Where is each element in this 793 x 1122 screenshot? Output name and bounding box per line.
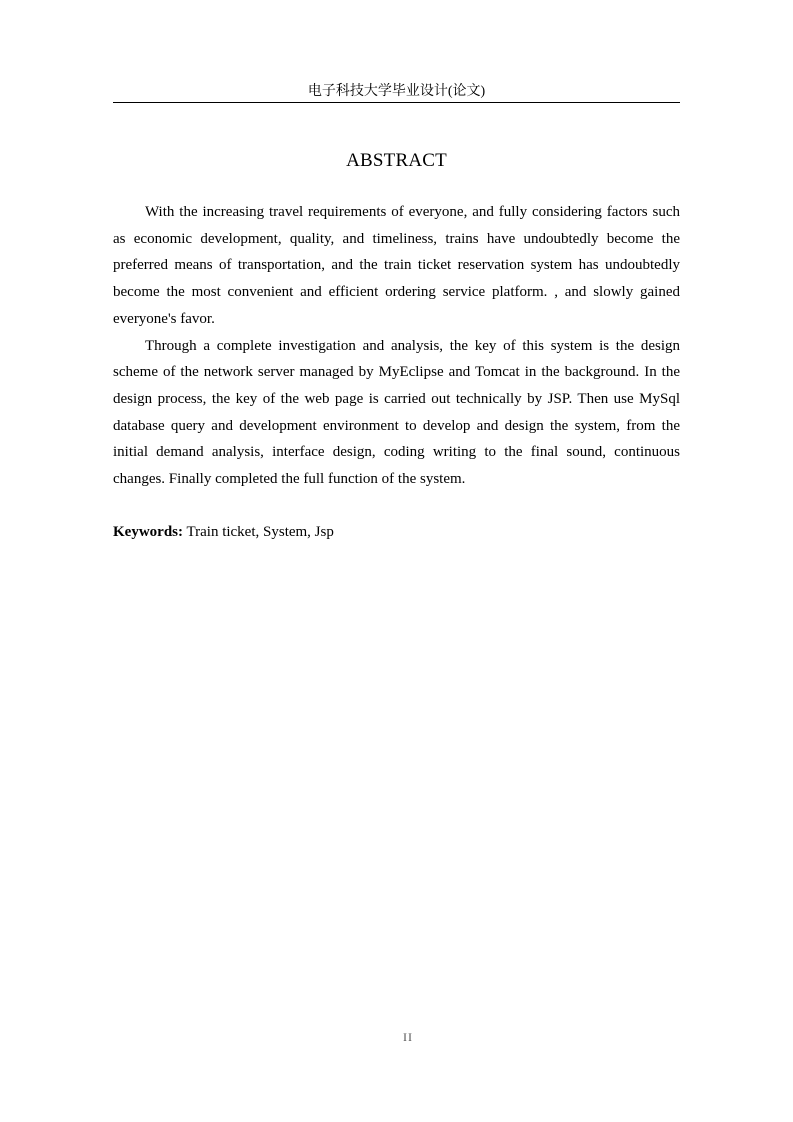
- abstract-paragraph-1: With the increasing travel requirements of everyone, and fully considering factors such as economic development, quality, and timeliness, trains have undoubtedly become the preferred means of transportation, and the train ticket reservation system has undoubtedly become the most convenient and efficient ordering service platform. , and slowly gained everyone's favor.: [113, 204, 680, 327]
- keywords-value: Train ticket, System, Jsp: [186, 524, 334, 540]
- keywords-label: Keywords:: [113, 524, 183, 540]
- page-number: II: [403, 1030, 413, 1044]
- header-rule: [113, 102, 680, 103]
- keywords-line: [113, 520, 680, 544]
- abstract-paragraph-2: Through a complete investigation and analysis, the key of this system is the design scheme of the network server managed by MyEclipse and Tomcat in the background. In the design process, the key of the web page is carried out technically by JSP. Then use MySql database query and development environment to develop and design the system, from the initial demand analysis, interface design, coding writing to the final sound, continuous changes. Finally completed the full function of the system.: [113, 337, 680, 488]
- running-header: 电子科技大学毕业设计(论文): [307, 84, 486, 99]
- abstract-body: [113, 199, 680, 493]
- abstract-title: ABSTRACT: [346, 150, 447, 171]
